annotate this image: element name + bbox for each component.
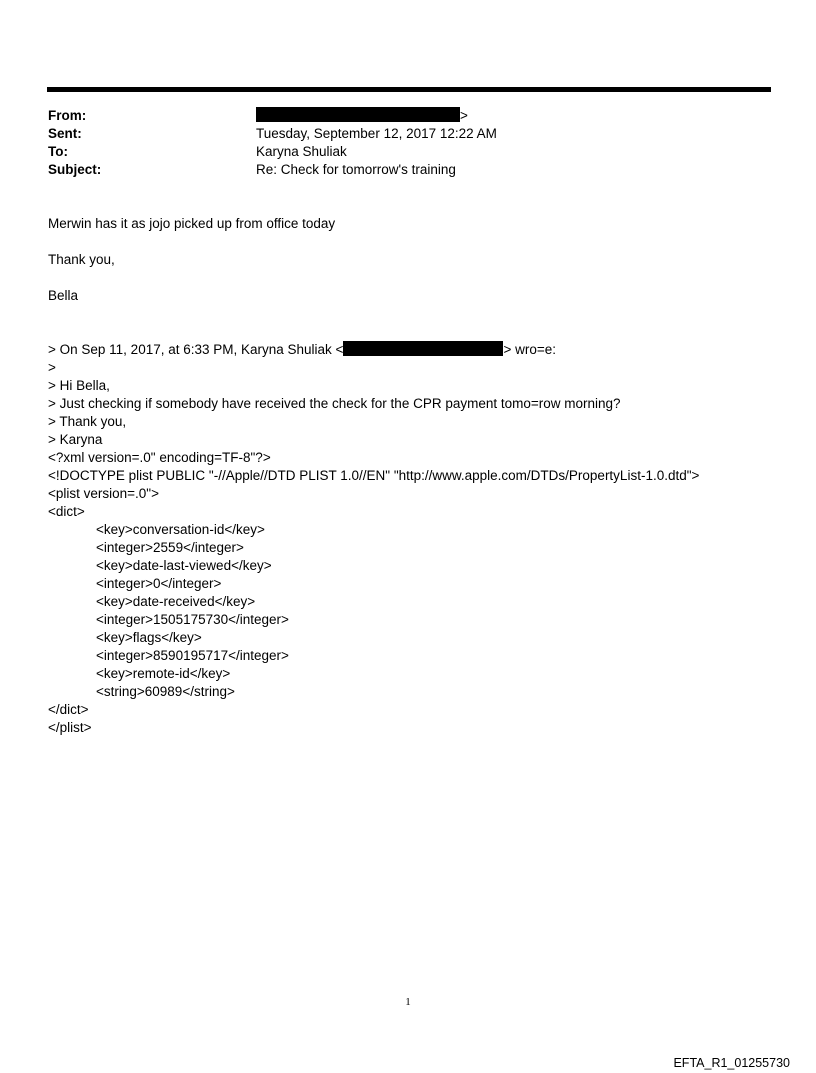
document-id: EFTA_R1_01255730 bbox=[673, 1056, 790, 1070]
plist-line: <?xml version=.0" encoding=TF-8"?> bbox=[48, 450, 271, 465]
from-value bbox=[256, 107, 468, 125]
quoted-line: > Hi Bella, bbox=[48, 378, 110, 393]
plist-line: <dict> bbox=[48, 504, 85, 519]
sent-label: Sent: bbox=[48, 126, 82, 141]
subject-label: Subject: bbox=[48, 162, 102, 177]
to-value: Karyna Shuliak bbox=[256, 144, 347, 159]
to-label: To: bbox=[48, 144, 68, 159]
plist-line: <integer>2559</integer> bbox=[96, 540, 244, 555]
plist-line: <plist version=.0"> bbox=[48, 486, 159, 501]
quoted-line: > bbox=[48, 360, 56, 375]
page-number: 1 bbox=[405, 996, 411, 1008]
plist-line: </dict> bbox=[48, 702, 89, 717]
plist-line: <integer>0</integer> bbox=[96, 576, 222, 591]
message-line: Thank you, bbox=[48, 252, 115, 267]
quoted-line: > Karyna bbox=[48, 432, 103, 447]
plist-line: </plist> bbox=[48, 720, 92, 735]
plist-line: <key>flags</key> bbox=[96, 630, 202, 645]
plist-line: <key>date-received</key> bbox=[96, 594, 256, 609]
plist-line: <string>60989</string> bbox=[96, 684, 235, 699]
subject-value: Re: Check for tomorrow's training bbox=[256, 162, 456, 177]
quoted-line: > Just checking if somebody have received the check for the CPR payment tomo=row morning? bbox=[48, 396, 621, 411]
redaction-box bbox=[256, 107, 460, 122]
header-rule bbox=[47, 87, 771, 92]
quoted-intro-suffix: > wro=e: bbox=[503, 342, 556, 357]
plist-line: <!DOCTYPE plist PUBLIC "-//Apple//DTD PLIST 1.0//EN" "http://www.apple.com/DTDs/PropertyList-1.0.dtd"> bbox=[48, 468, 700, 483]
message-line: Merwin has it as jojo picked up from office today bbox=[48, 216, 336, 231]
quoted-line: > Thank you, bbox=[48, 414, 127, 429]
plist-line: <key>conversation-id</key> bbox=[96, 522, 265, 537]
from-suffix: > bbox=[460, 108, 468, 123]
redaction-box bbox=[343, 341, 503, 356]
plist-line: <key>date-last-viewed</key> bbox=[96, 558, 272, 573]
plist-line: <integer>8590195717</integer> bbox=[96, 648, 289, 663]
plist-line: <integer>1505175730</integer> bbox=[96, 612, 289, 627]
from-label: From: bbox=[48, 108, 87, 123]
quoted-intro bbox=[48, 341, 556, 359]
message-signature: Bella bbox=[48, 288, 79, 303]
sent-value: Tuesday, September 12, 2017 12:22 AM bbox=[256, 126, 497, 141]
quoted-intro-prefix: > On Sep 11, 2017, at 6:33 PM, Karyna Shuliak < bbox=[48, 342, 344, 357]
plist-line: <key>remote-id</key> bbox=[96, 666, 231, 681]
